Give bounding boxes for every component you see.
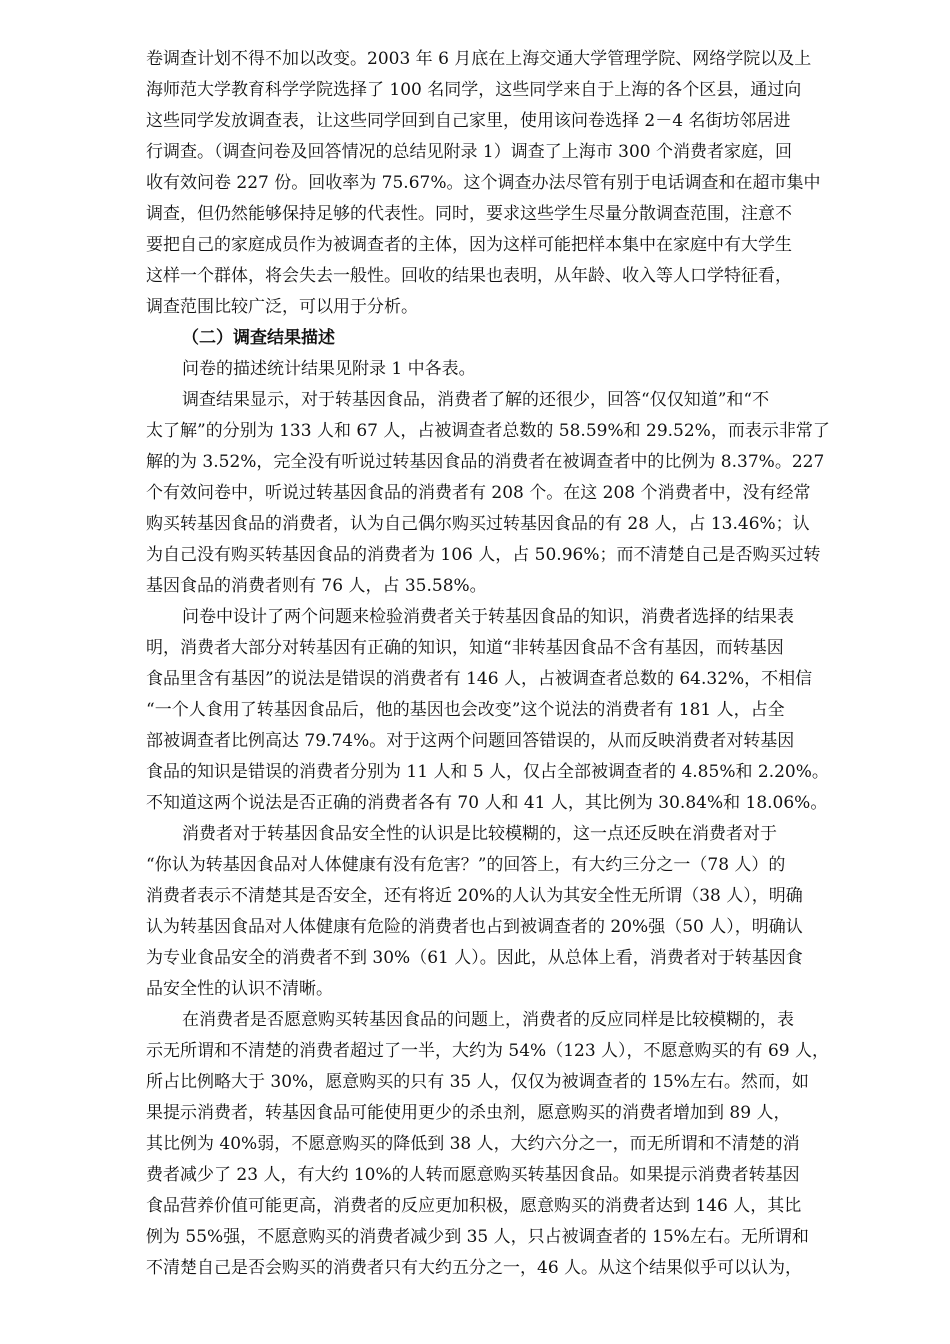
text-line: “一个人食用了转基因食品后，他的基因也会改变”这个说法的消费者有 181 人，占全	[146, 700, 785, 720]
text-line: 这样一个群体，将会失去一般性。回收的结果也表明，从年龄、收入等人口学特征看，	[146, 266, 792, 286]
text-line: 其比例为 40%弱，不愿意购买的降低到 38 人，大约六分之一，而无所谓和不清楚的消	[146, 1134, 800, 1154]
text-line: 调查范围比较广泛，可以用于分析。	[146, 297, 418, 317]
paragraph-safety-perception	[146, 819, 882, 1005]
text-line: 要把自己的家庭成员作为被调查者的主体，因为这样可能把样本集中在家庭中有大学生	[146, 235, 792, 255]
text-line: “你认为转基因食品对人体健康有没有危害？”的回答上，有大约三分之一（78 人）的	[146, 855, 786, 875]
text-line: 为专业食品安全的消费者不到 30%（61 人）。因此，从总体上看，消费者对于转基因食	[146, 948, 803, 968]
text-line: 问卷的描述统计结果见附录 1 中各表。	[182, 359, 476, 379]
text-line: 明，消费者大部分对转基因有正确的知识，知道“非转基因食品不含有基因，而转基因	[146, 638, 784, 658]
text-line: 不清楚自己是否会购买的消费者只有大约五分之一，46 人。从这个结果似乎可以认为，	[146, 1258, 803, 1278]
text-line: 费者减少了 23 人，有大约 10%的人转而愿意购买转基因食品。如果提示消费者转基因	[146, 1165, 800, 1185]
paragraph-survey-method	[146, 44, 882, 323]
text-line: 消费者表示不清楚其是否安全，还有将近 20%的人认为其安全性无所谓（38 人），明确	[146, 886, 803, 906]
text-line: 食品营养价值可能更高，消费者的反应更加积极，愿意购买的消费者达到 146 人，其比	[146, 1196, 802, 1216]
text-line: 食品的知识是错误的消费者分别为 11 人和 5 人，仅占全部被调查者的 4.85%和 2.20%。	[146, 762, 829, 782]
text-line: 收有效问卷 227 份。回收率为 75.67%。这个调查办法尽管有别于电话调查和在超市集中	[146, 173, 821, 193]
text-line: 例为 55%强，不愿意购买的消费者减少到 35 人，只占被调查者的 15%左右。无所谓和	[146, 1227, 809, 1247]
text-line: 基因食品的消费者则有 76 人，占 35.58%。	[146, 576, 487, 596]
text-line: 调查结果显示，对于转基因食品，消费者了解的还很少，回答“仅仅知道”和“不	[182, 390, 770, 410]
text-line: 品安全性的认识不清晰。	[146, 979, 333, 999]
text-line: 个有效问卷中，听说过转基因食品的消费者有 208 个。在这 208 个消费者中，没有经常	[146, 483, 811, 503]
text-line: 这些同学发放调查表，让这些同学回到自己家里，使用该问卷选择 2－4 名街坊邻居进	[146, 111, 791, 131]
text-line: 海师范大学教育科学学院选择了 100 名同学，这些同学来自于上海的各个区县，通过向	[146, 80, 802, 100]
text-line: 认为转基因食品对人体健康有危险的消费者也占到被调查者的 20%强（50 人），明确认	[146, 917, 803, 937]
text-line: 示无所谓和不清楚的消费者超过了一半，大约为 54%（123 人），不愿意购买的有 69 人，	[146, 1041, 829, 1061]
paragraph-appendix-note	[146, 354, 882, 385]
document-body	[146, 44, 882, 1284]
text-line: 为自己没有购买转基因食品的消费者为 106 人，占 50.96%；而不清楚自己是否购买过转	[146, 545, 821, 565]
text-line: 调查，但仍然能够保持足够的代表性。同时，要求这些学生尽量分散调查范围，注意不	[146, 204, 792, 224]
text-line: 购买转基因食品的消费者，认为自己偶尔购买过转基因食品的有 28 人，占 13.46%；认	[146, 514, 810, 534]
text-line: 问卷中设计了两个问题来检验消费者关于转基因食品的知识，消费者选择的结果表	[182, 607, 794, 627]
paragraph-knowledge-results	[146, 602, 882, 819]
section-heading: （二）调查结果描述	[182, 328, 335, 348]
text-line: 在消费者是否愿意购买转基因食品的问题上，消费者的反应同样是比较模糊的，表	[182, 1010, 794, 1030]
text-line: 卷调查计划不得不加以改变。2003 年 6 月底在上海交通大学管理学院、网络学院以及上	[146, 49, 812, 69]
text-line: 不知道这两个说法是否正确的消费者各有 70 人和 41 人，其比例为 30.84%和 18.06%。	[146, 793, 828, 813]
paragraph-awareness-results	[146, 385, 882, 602]
text-line: 所占比例略大于 30%，愿意购买的只有 35 人，仅仅为被调查者的 15%左右。然而，如	[146, 1072, 809, 1092]
text-line: 部被调查者比例高达 79.74%。对于这两个问题回答错误的，从而反映消费者对转基因	[146, 731, 795, 751]
text-line: 食品里含有基因”的说法是错误的消费者有 146 人，占被调查者总数的 64.32%，不相信	[146, 669, 813, 689]
text-line: 太了解”的分别为 133 人和 67 人，占被调查者总数的 58.59%和 29.52%，而表示非常了	[146, 421, 830, 441]
text-line: 消费者对于转基因食品安全性的认识是比较模糊的，这一点还反映在消费者对于	[182, 824, 777, 844]
text-line: 果提示消费者，转基因食品可能使用更少的杀虫剂，愿意购买的消费者增加到 89 人，	[146, 1103, 791, 1123]
paragraph-purchase-willingness	[146, 1005, 882, 1284]
text-line: 解的为 3.52%，完全没有听说过转基因食品的消费者在被调查者中的比例为 8.37%。227	[146, 452, 825, 472]
text-line: 行调查。（调查问卷及回答情况的总结见附录 1）调查了上海市 300 个消费者家庭，回	[146, 142, 792, 162]
